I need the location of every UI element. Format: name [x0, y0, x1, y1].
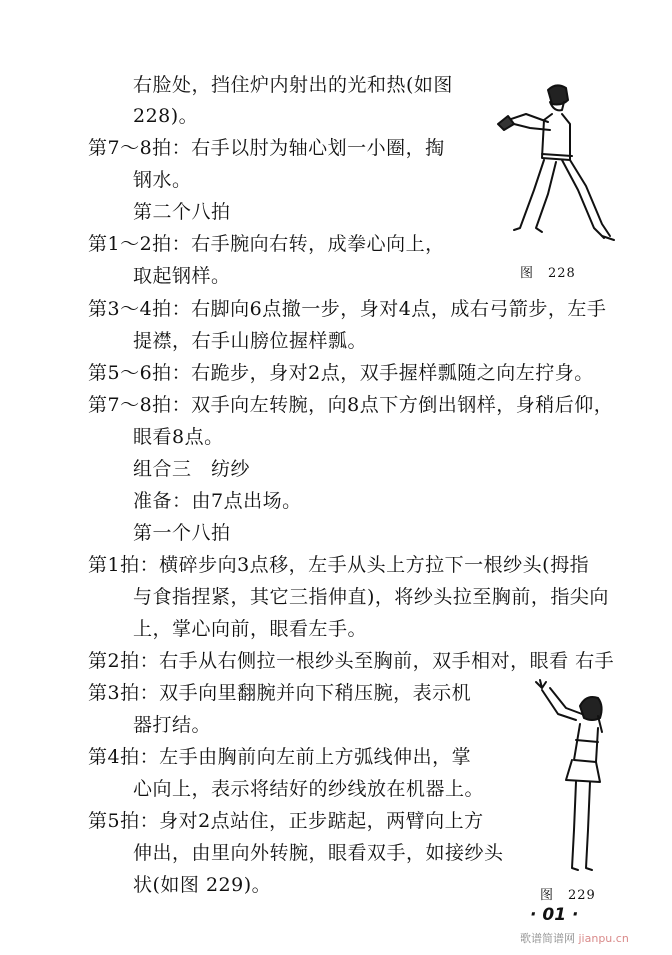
text-line: 伸出，由里向外转腕，眼看双手，如接纱头 [133, 842, 504, 864]
text-line: 第4拍：左手由胸前向左前上方弧线伸出，掌 [88, 746, 472, 768]
text-line: 器打结。 [133, 714, 212, 736]
text-line: 第3～4拍：右脚向6点撤一步，身对4点，成右弓箭步，左手 [88, 298, 607, 320]
section-heading: 第二个八拍 [133, 201, 231, 223]
text-line: 取起钢样。 [133, 265, 231, 287]
watermark-url: jianpu.cn [578, 932, 629, 945]
figure-228-caption: 图 228 [520, 266, 576, 281]
section-heading: 第一个八拍 [133, 522, 231, 544]
text-line: 第7～8拍：双手向左转腕，向8点下方倒出钢样，身稍后仰， [88, 394, 614, 416]
text-line: 第1拍：横碎步向3点移，左手从头上方拉下一根纱头(拇指 [88, 554, 590, 576]
text-line: 与食指捏紧，其它三指伸直)，将纱头拉至胸前，指尖向 [133, 586, 609, 608]
text-line: 第2拍：右手从右侧拉一根纱头至胸前，双手相对，眼看 右手 [88, 650, 615, 672]
text-line: 第5～6拍：右跪步，身对2点，双手握样瓢随之向左拧身。 [88, 362, 594, 384]
text-line: 准备：由7点出场。 [133, 490, 302, 512]
page-number: · 01 · [530, 905, 579, 925]
text-line: 状(如图 229)。 [133, 874, 272, 896]
text-line: 第1～2拍：右手腕向右转，成拳心向上， [88, 233, 445, 255]
text-line: 第7～8拍：右手以肘为轴心划一小圈，掏 [88, 137, 445, 159]
text-line: 上，掌心向前，眼看左手。 [133, 618, 368, 640]
text-line: 第3拍：双手向里翻腕并向下稍压腕，表示机 [88, 682, 472, 704]
text-line: 右脸处，挡住炉内射出的光和热(如图 [133, 74, 453, 96]
text-line: 钢水。 [133, 169, 192, 191]
figure-228-illustration [490, 80, 620, 255]
text-line: 228)。 [133, 105, 199, 127]
text-line: 眼看8点。 [133, 426, 224, 448]
figure-229-caption: 图 229 [540, 888, 596, 903]
text-line: 第5拍：身对2点站住，正步踮起，两臂向上方 [88, 810, 484, 832]
figure-229-illustration [528, 680, 618, 880]
section-heading: 组合三 纺纱 [133, 458, 251, 480]
watermark [520, 930, 629, 946]
text-line: 提襟，右手山膀位握样瓢。 [133, 330, 368, 352]
watermark-site: 歌谱简谱网 [520, 932, 575, 945]
text-line: 心向上，表示将结好的纱线放在机器上。 [133, 778, 485, 800]
